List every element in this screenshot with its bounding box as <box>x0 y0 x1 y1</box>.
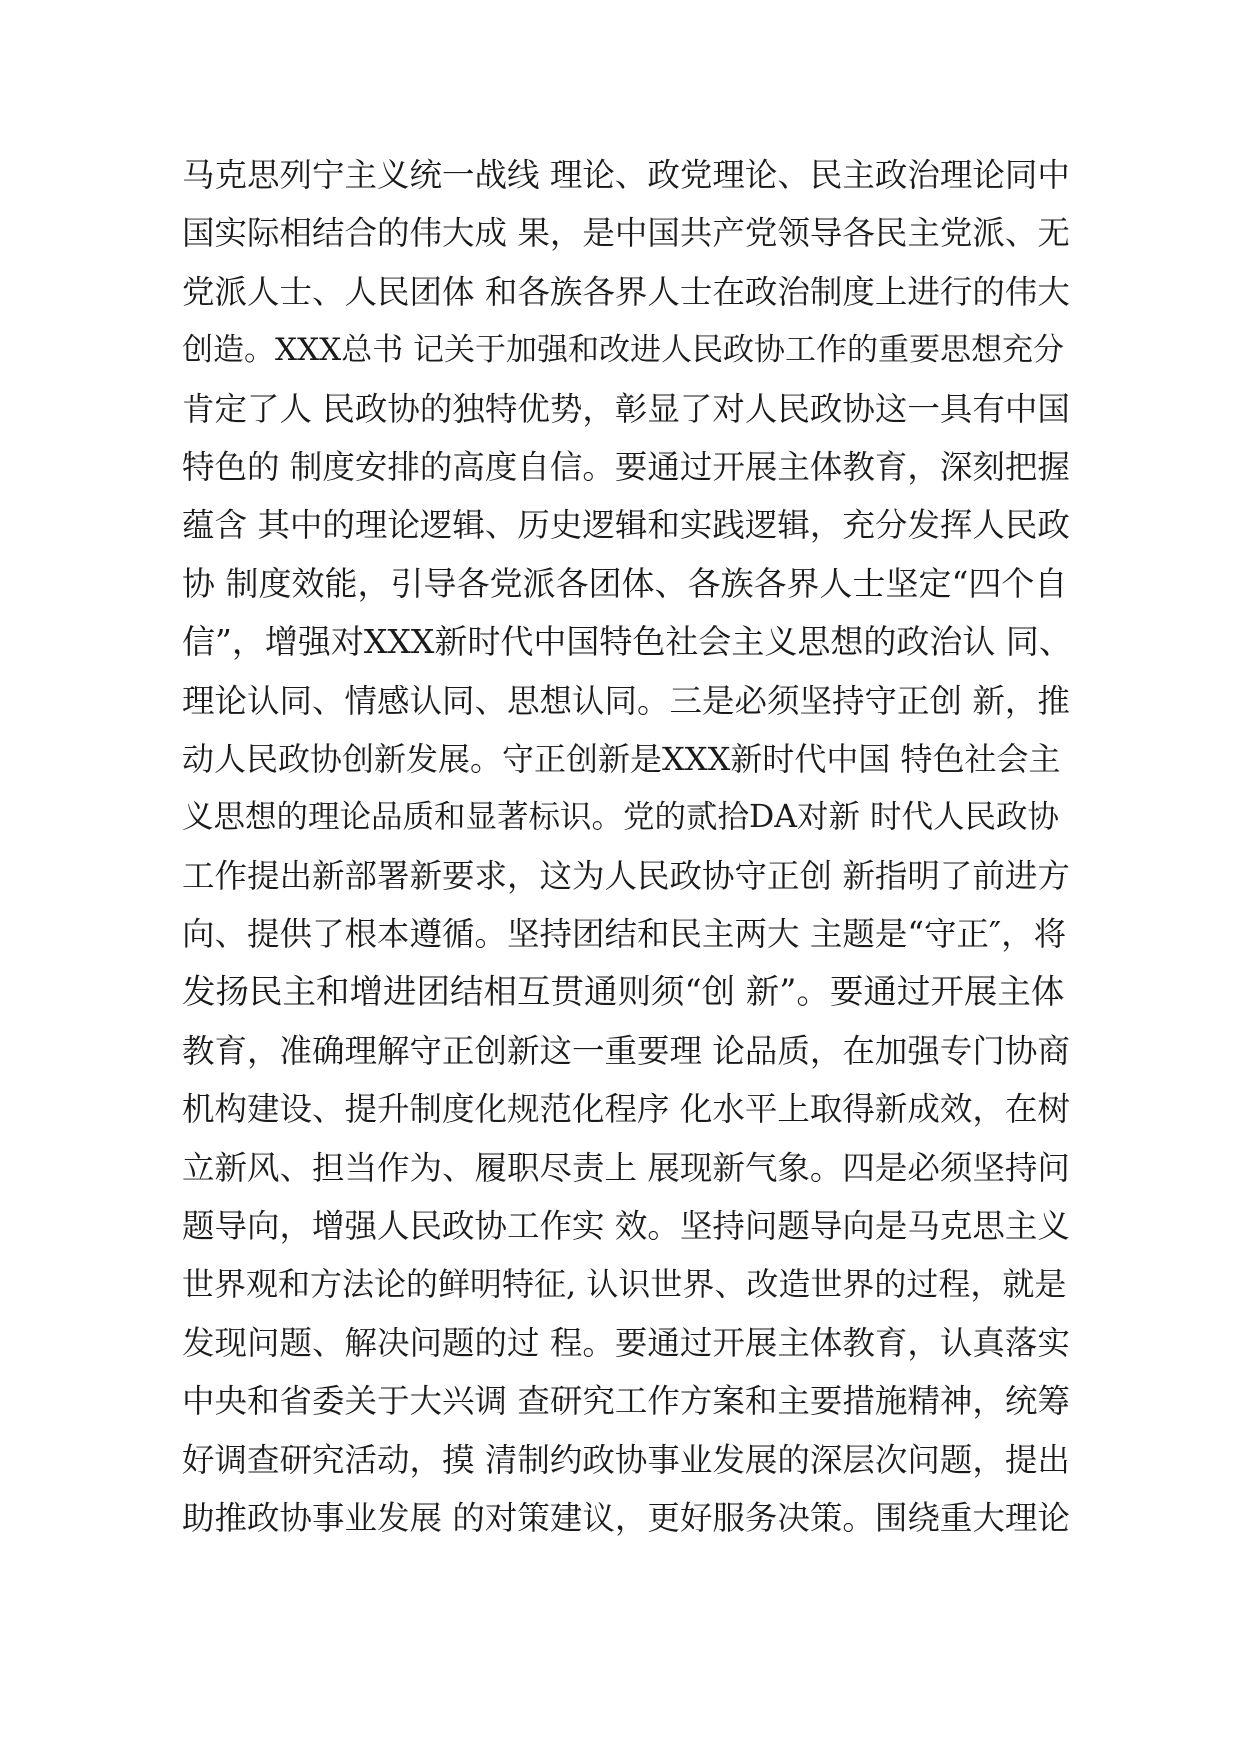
text-line: 好调查研究活动，摸 清制约政协事业发展的深层次问题，提出 <box>182 1440 1070 1479</box>
text-line: 国实际相结合的伟大成 果，是中国共产党领导各民主党派、无 <box>182 214 1070 253</box>
text-line: 中央和省委关于大兴调 查研究工作方案和主要措施精神，统筹 <box>182 1382 1070 1421</box>
text-line: 题导向，增强人民政协工作实 效。坚持问题导向是马克思主义 <box>182 1207 1070 1246</box>
text-line: 助推政协事业发展 的对策建议，更好服务决策。围绕重大理论 <box>182 1498 1070 1537</box>
text-line: 立新风、担当作为、履职尽责上 展现新气象。四是必须坚持问 <box>182 1148 1070 1187</box>
text-line: 工作提出新部署新要求，这为人民政协守正创 新指明了前进方 <box>182 856 1070 895</box>
text-line: 发扬民主和增进团结相互贯通则须“创 新”。要通过开展主体 <box>182 972 1065 1012</box>
text-line: 信”，增强对XXX新时代中国特色社会主义思想的政治认 同、 <box>182 622 1072 662</box>
body-text <box>182 146 1072 1547</box>
text-line: 马克思列宁主义统一战线 理论、政党理论、民主政治理论同中 <box>182 156 1070 194</box>
text-line: 协 制度效能，引导各党派各团体、各族各界人士坚定“四个自 <box>182 563 1068 603</box>
text-line: 理论认同、情感认同、思想认同。三是必须坚持守正创 新，推 <box>182 681 1070 720</box>
text-line: 蕴含 其中的理论逻辑、历史逻辑和实践逻辑，充分发挥人民政 <box>182 506 1070 545</box>
text-line: 向、提供了根本遵循。坚持团结和民主两大 主题是“守正″，将 <box>182 915 1067 954</box>
text-line: 创造。XXX总书 记关于加强和改进人民政协工作的重要思想充分 <box>182 332 1065 369</box>
text-line: 机构建设、提升制度化规范化程序 化水平上取得新成效，在树 <box>182 1090 1070 1129</box>
text-line: 义思想的理论品质和显著标识。党的贰拾DA对新 时代人民政协 <box>182 799 1060 836</box>
text-line: 特色的 制度安排的高度自信。要通过开展主体教育，深刻把握 <box>182 447 1070 486</box>
text-line: 党派人士、人民团体 和各族各界人士在政治制度上进行的伟大 <box>182 272 1070 311</box>
text-line: 教育，准确理解守正创新这一重要理 论品质，在加强专门协商 <box>182 1031 1070 1070</box>
text-line: 动人民政协创新发展。守正创新是XXX新时代中国 特色社会主 <box>182 739 1061 778</box>
text-line: 肯定了人 民政协的独特优势，彰显了对人民政协这一具有中国 <box>182 389 1070 428</box>
text-line: 世界观和方法论的鲜明特征, 认识世界、改造世界的过程，就是 <box>182 1265 1067 1304</box>
text-line: 发现问题、解决问题的过 程。要通过开展主体教育，认真落实 <box>182 1323 1070 1362</box>
